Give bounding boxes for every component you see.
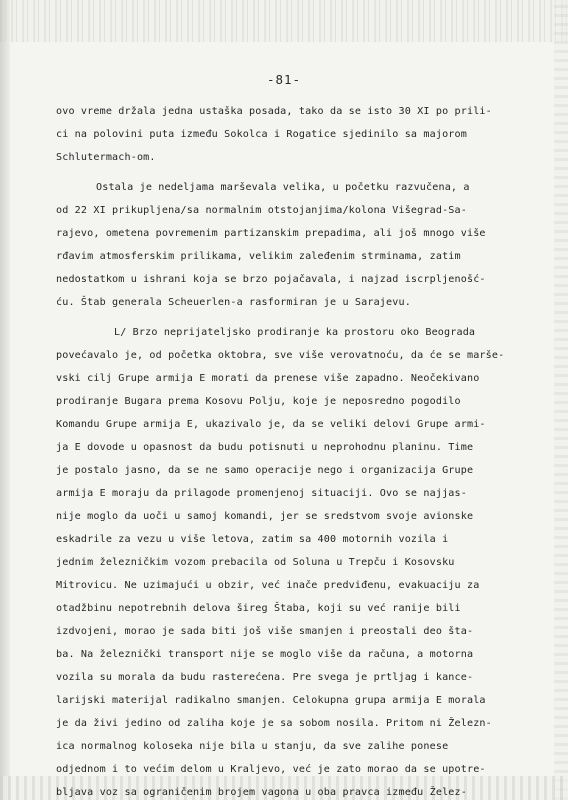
text-line: ba. Na železnički transport nije se moglo više da računa, a motorna [56, 649, 474, 660]
text-line: Mitrovicu. Ne uzimajući u obzir, već inače predviđenu, evakuaciju za [56, 580, 480, 591]
text-line: odjednom i to većim delom u Kraljevo, već je zato morao da se upotre- [56, 764, 486, 775]
text-line: eskadrile za vezu u više letova, zatim sa 400 motornih vozila i [56, 534, 449, 545]
text-line: L/ Brzo neprijateljsko prodiranje ka prostoru oko Beograda [114, 327, 476, 338]
text-line: otadžbinu nepotrebnih delova šireg Štaba, koji su već ranije bili [56, 603, 461, 614]
scan-noise-left [0, 0, 10, 800]
text-line: jednim železničkim vozom prebacila od Soluna u Trepču i Kosovsku [56, 557, 455, 568]
text-line: je postalo jasno, da se ne samo operacije nego i organizacija Grupe [56, 465, 474, 476]
text-line: izdvojeni, morao je sada biti još više smanjen i preostali deo šta- [56, 626, 474, 637]
text-line: je da živi jedino od zaliha koje je sa sobom nosila. Pritom ni Železn- [56, 718, 492, 729]
text-line: vski cilj Grupe armija E morati da prenese više zapadno. Neočekivano [56, 373, 480, 384]
text-line: ću. Štab generala Scheuerlen-a rasformiran je u Sarajevu. [56, 297, 411, 308]
text-line: ica normalnog koloseka nije bila u stanju, da sve zalihe ponese [56, 741, 449, 752]
text-line: rajevo, ometena povremenim partizanskim prepadima, ali još mnogo više [56, 228, 486, 239]
text-line: od 22 XI prikupljena/sa normalnim otstojanjima/kolona Višegrad-Sa- [56, 205, 467, 216]
text-line: Ostala je nedeljama marševala velika, u početku razvučena, a [96, 182, 470, 193]
text-line: nedostatkom u ishrani koja se brzo pojačavala, i najzad iscrpljenošć- [56, 274, 486, 285]
text-line: armija E moraju da prilagode promenjenoj situaciji. Ovo se najjas- [56, 488, 467, 499]
text-line: bljava voz sa ograničenim brojem vagona u oba pravca između Želez- [56, 787, 467, 798]
page-number: -81- [266, 72, 302, 87]
text-line: nije moglo da uoči u samoj komandi, jer se sredstvom svoje avionske [56, 511, 474, 522]
text-line: ja E dovode u opasnost da budu potisnuti u neprohodnu planinu. Time [56, 442, 474, 453]
text-line: povećavalo je, od početka oktobra, sve više verovatnoću, da će se marše- [56, 350, 505, 361]
text-line: prodiranje Bugara prema Kosovu Polju, koje je neposredno pogodilo [56, 396, 461, 407]
text-line: ovo vreme držala jedna ustaška posada, tako da se isto 30 XI po prili- [56, 106, 492, 117]
scan-noise-top [0, 0, 568, 42]
text-line: larijski materijal radikalno smanjen. Celokupna grupa armija E morala [56, 695, 486, 706]
typed-text-body [56, 100, 548, 800]
text-line: rđavim atmosferskim prilikama, velikim zaleđenim strminama, zatim [56, 251, 461, 262]
text-line: vozila su morala da budu rasterećena. Pre svega je prtljag i kance- [56, 672, 474, 683]
text-line: Schlutermach-om. [56, 152, 156, 163]
text-line: ci na polovini puta između Sokolca i Rogatice sjedinilo sa majorom [56, 129, 467, 140]
scan-noise-right [554, 0, 568, 800]
text-line: Komandu Grupe armija E, ukazivalo je, da se veliki delovi Grupe armi- [56, 419, 486, 430]
